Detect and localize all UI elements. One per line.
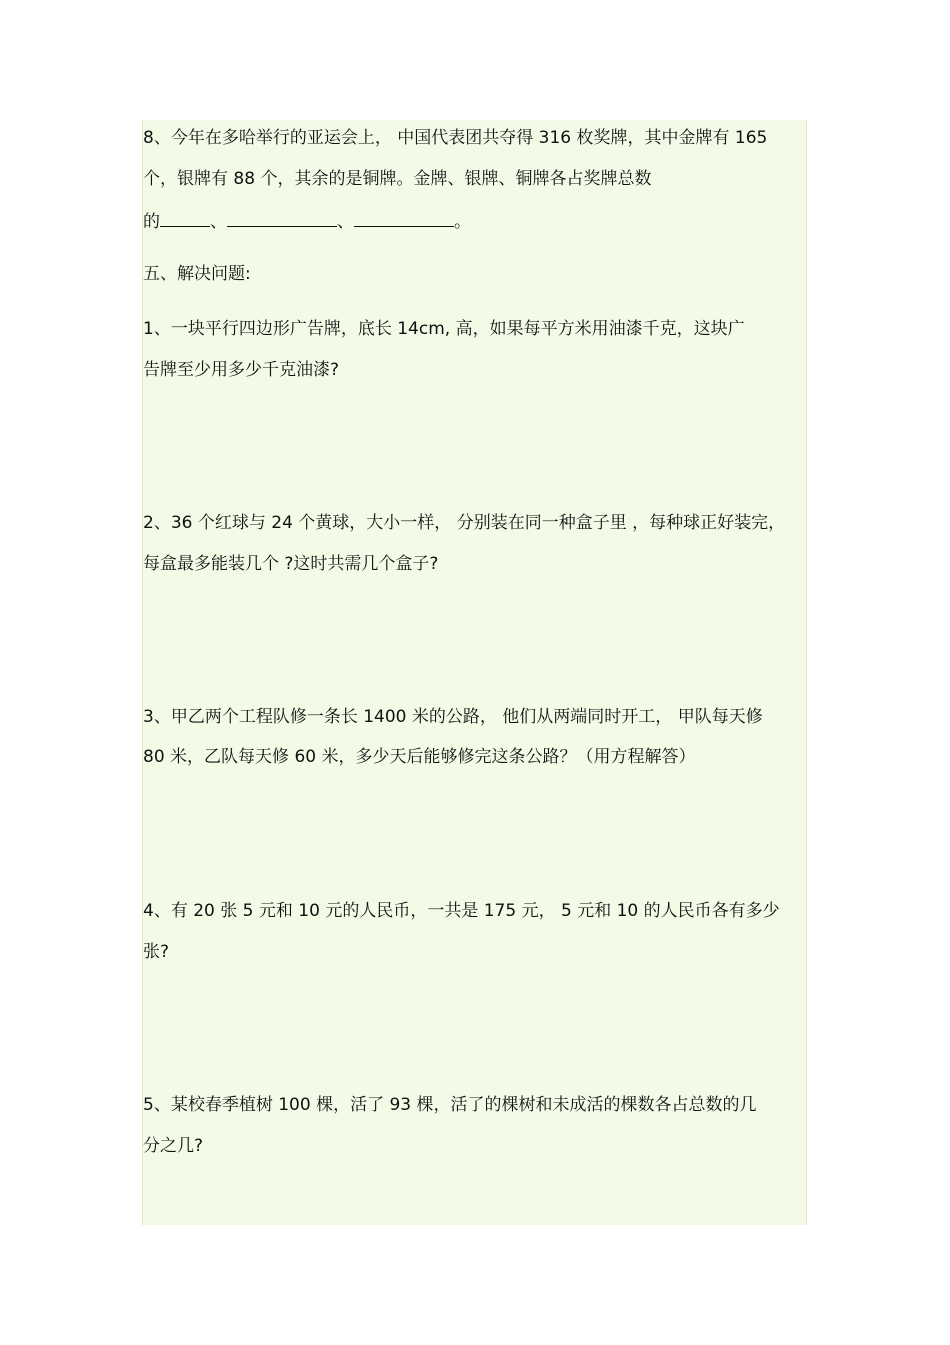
problem-1-line-2: 告牌至少用多少千克油漆? [143,360,340,380]
problem-1-line-1: 1、一块平行四边形广告牌，底长 14cm, 高，如果每平方米用油漆千克，这块广 [143,319,745,339]
answer-blank-bronze[interactable] [354,210,454,227]
problem-5-line-1: 5、某校春季植树 100 棵，活了 93 棵，活了的棵树和未成活的棵数各占总数的几 [143,1095,757,1115]
q8-line-3 [143,210,471,233]
problem-5-line-2: 分之几? [143,1136,204,1156]
problem-2-line-2: 每盒最多能装几个 ?这时共需几个盒子? [143,554,439,574]
q8-prefix: 的 [143,212,160,232]
q8-end: 。 [454,212,471,232]
q8-separator-1: 、 [210,212,227,232]
problem-4-line-2: 张? [143,942,170,962]
section-title: 五、解决问题: [143,264,251,284]
problem-4-line-1: 4、有 20 张 5 元和 10 元的人民币，一共是 175 元， 5 元和 10 的人民币各有多少 [143,901,780,921]
page-background [142,120,807,1225]
q8-separator-2: 、 [337,212,354,232]
problem-3-line-2: 80 米，乙队每天修 60 米，多少天后能够修完这条公路？（用方程解答） [143,747,696,767]
q8-line-2: 个，银牌有 88 个，其余的是铜牌。金牌、银牌、铜牌各占奖牌总数 [143,169,652,189]
q8-line-1: 8、今年在多哈举行的亚运会上， 中国代表团共夺得 316 枚奖牌，其中金牌有 165 [143,128,768,148]
problem-3-line-1: 3、甲乙两个工程队修一条长 1400 米的公路， 他们从两端同时开工， 甲队每天修 [143,707,763,727]
answer-blank-silver[interactable] [227,210,337,227]
answer-blank-gold[interactable] [160,210,210,227]
problem-2-line-1: 2、36 个红球与 24 个黄球，大小一样， 分别装在同一种盒子里 ，每种球正好装完， [143,513,786,533]
